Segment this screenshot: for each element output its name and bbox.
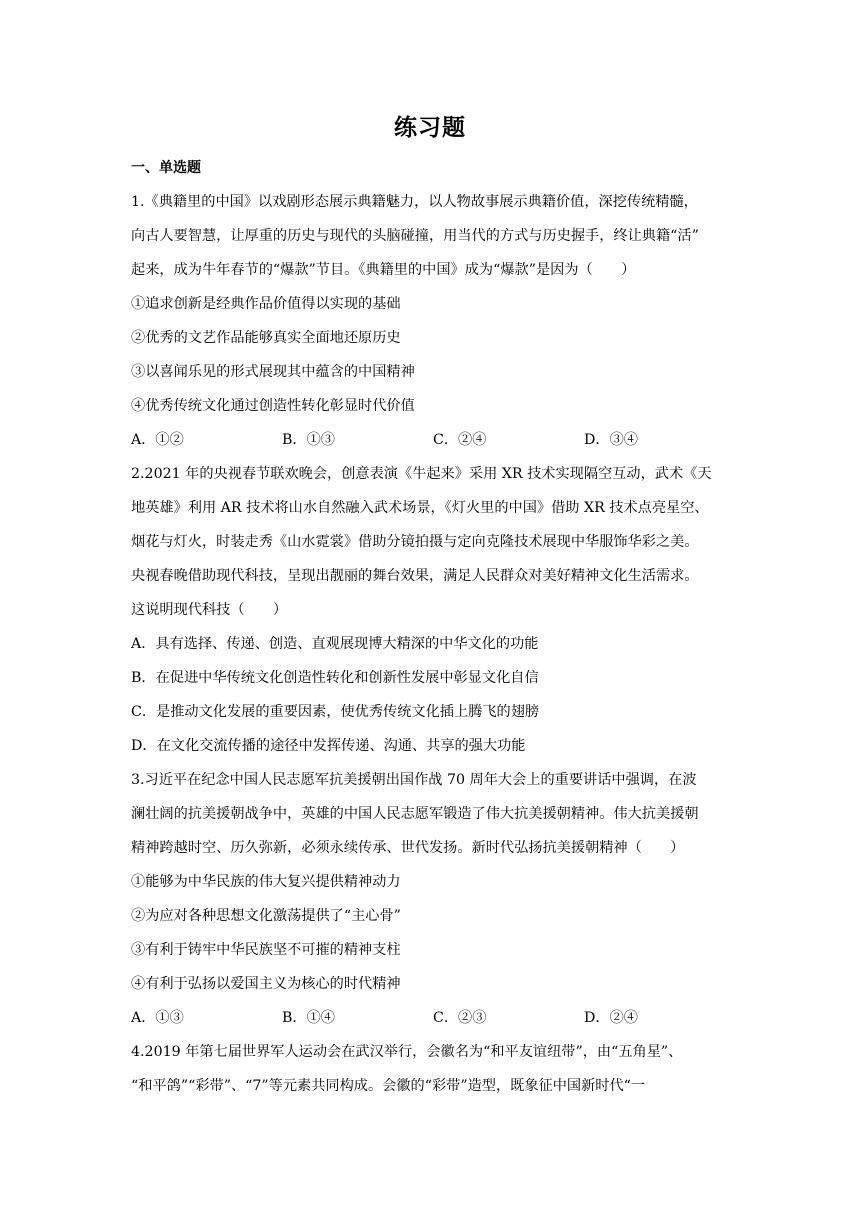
- question-1-item: ③以喜闻乐见的形式展现其中蕴含的中国精神: [131, 364, 415, 380]
- question-4-stem-line: 4.2019 年第七届世界军人运动会在武汉举行，会徽名为“和平友谊纽带”，由“五角星”、: [131, 1044, 683, 1060]
- question-3-item: ①能够为中华民族的伟大复兴提供精神动力: [131, 874, 401, 890]
- question-1-stem-line: 起来，成为牛年春节的“爆款”节目。《典籍里的中国》成为“爆款”是因为（ ）: [131, 262, 636, 278]
- question-3-option-a: A．①③: [131, 1010, 184, 1026]
- question-3: [131, 763, 735, 1035]
- question-list: [131, 185, 735, 1103]
- question-1-options: [131, 423, 735, 457]
- question-1-stem-line: 向古人要智慧，让厚重的历史与现代的头脑碰撞，用当代的方式与历史握手，终让典籍“活”: [131, 228, 699, 244]
- question-1-item: ①追求创新是经典作品价值得以实现的基础: [131, 296, 401, 312]
- question-3-stem-line: 3.习近平在纪念中国人民志愿军抗美援朝出国作战 70 周年大会上的重要讲话中强调，在波: [131, 772, 697, 788]
- question-2-stem-line: 地英雄》利用 AR 技术将山水自然融入武术场景，《灯火里的中国》借助 XR 技术点亮星空、: [131, 500, 709, 516]
- question-2-option-a: A．具有选择、传递、创造、直观展现博大精深的中华文化的功能: [131, 636, 539, 652]
- question-3-stem-line: 澜壮阔的抗美援朝战争中，英雄的中国人民志愿军锻造了伟大抗美援朝精神。伟大抗美援朝: [131, 806, 699, 822]
- section-heading: 一、单选题: [131, 160, 201, 176]
- question-1-item: ④优秀传统文化通过创造性转化彰显时代价值: [131, 398, 415, 414]
- question-3-option-b: B．①④: [282, 1010, 335, 1026]
- question-1-option-a: A．①②: [131, 432, 184, 448]
- question-2: [131, 457, 735, 763]
- question-2-option-b: B．在促进中华传统文化创造性转化和创新性发展中彰显文化自信: [131, 670, 539, 686]
- question-3-options: [131, 1001, 735, 1035]
- question-3-option-c: C．②③: [433, 1010, 487, 1026]
- question-3-item: ④有利于弘扬以爱国主义为核心的时代精神: [131, 976, 401, 992]
- question-2-stem-line: 这说明现代科技（ ）: [131, 602, 288, 618]
- question-4: [131, 1035, 735, 1103]
- question-2-stem-line: 央视春晚借助现代科技，呈现出靓丽的舞台效果，满足人民群众对美好精神文化生活需求。: [131, 568, 699, 584]
- question-2-option-c: C．是推动文化发展的重要因素，使优秀传统文化插上腾飞的翅膀: [131, 704, 540, 720]
- question-1-item: ②优秀的文艺作品能够真实全面地还原历史: [131, 330, 401, 346]
- question-3-option-d: D．②④: [584, 1010, 638, 1026]
- question-2-stem-line: 烟花与灯火，时装走秀《山水霓裳》借助分镜拍摄与定向克隆技术展现中华服饰华彩之美。: [131, 534, 699, 550]
- question-3-item: ③有利于铸牢中华民族坚不可摧的精神支柱: [131, 942, 401, 958]
- question-1-option-c: C．②④: [433, 432, 487, 448]
- question-1-stem-line: 1.《典籍里的中国》以戏剧形态展示典籍魅力，以人物故事展示典籍价值，深挖传统精髓，: [131, 194, 698, 210]
- question-1-option-d: D．③④: [584, 432, 638, 448]
- question-3-item: ②为应对各种思想文化激荡提供了“主心骨”: [131, 908, 401, 924]
- question-1-option-b: B．①③: [282, 432, 335, 448]
- page-title: 练习题: [394, 115, 466, 141]
- question-3-stem-line: 精神跨越时空、历久弥新，必须永续传承、世代发扬。新时代弘扬抗美援朝精神（ ）: [131, 840, 685, 856]
- question-2-option-d: D．在文化交流传播的途径中发挥传递、沟通、共享的强大功能: [131, 738, 526, 754]
- question-4-stem-line: “和平鸽”“彩带”、“7”等元素共同构成。会徽的“彩带”造型，既象征中国新时代“一: [131, 1078, 646, 1094]
- question-2-stem-line: 2.2021 年的央视春节联欢晚会，创意表演《牛起来》采用 XR 技术实现隔空互动，武术《天: [131, 466, 712, 482]
- question-1: [131, 185, 735, 457]
